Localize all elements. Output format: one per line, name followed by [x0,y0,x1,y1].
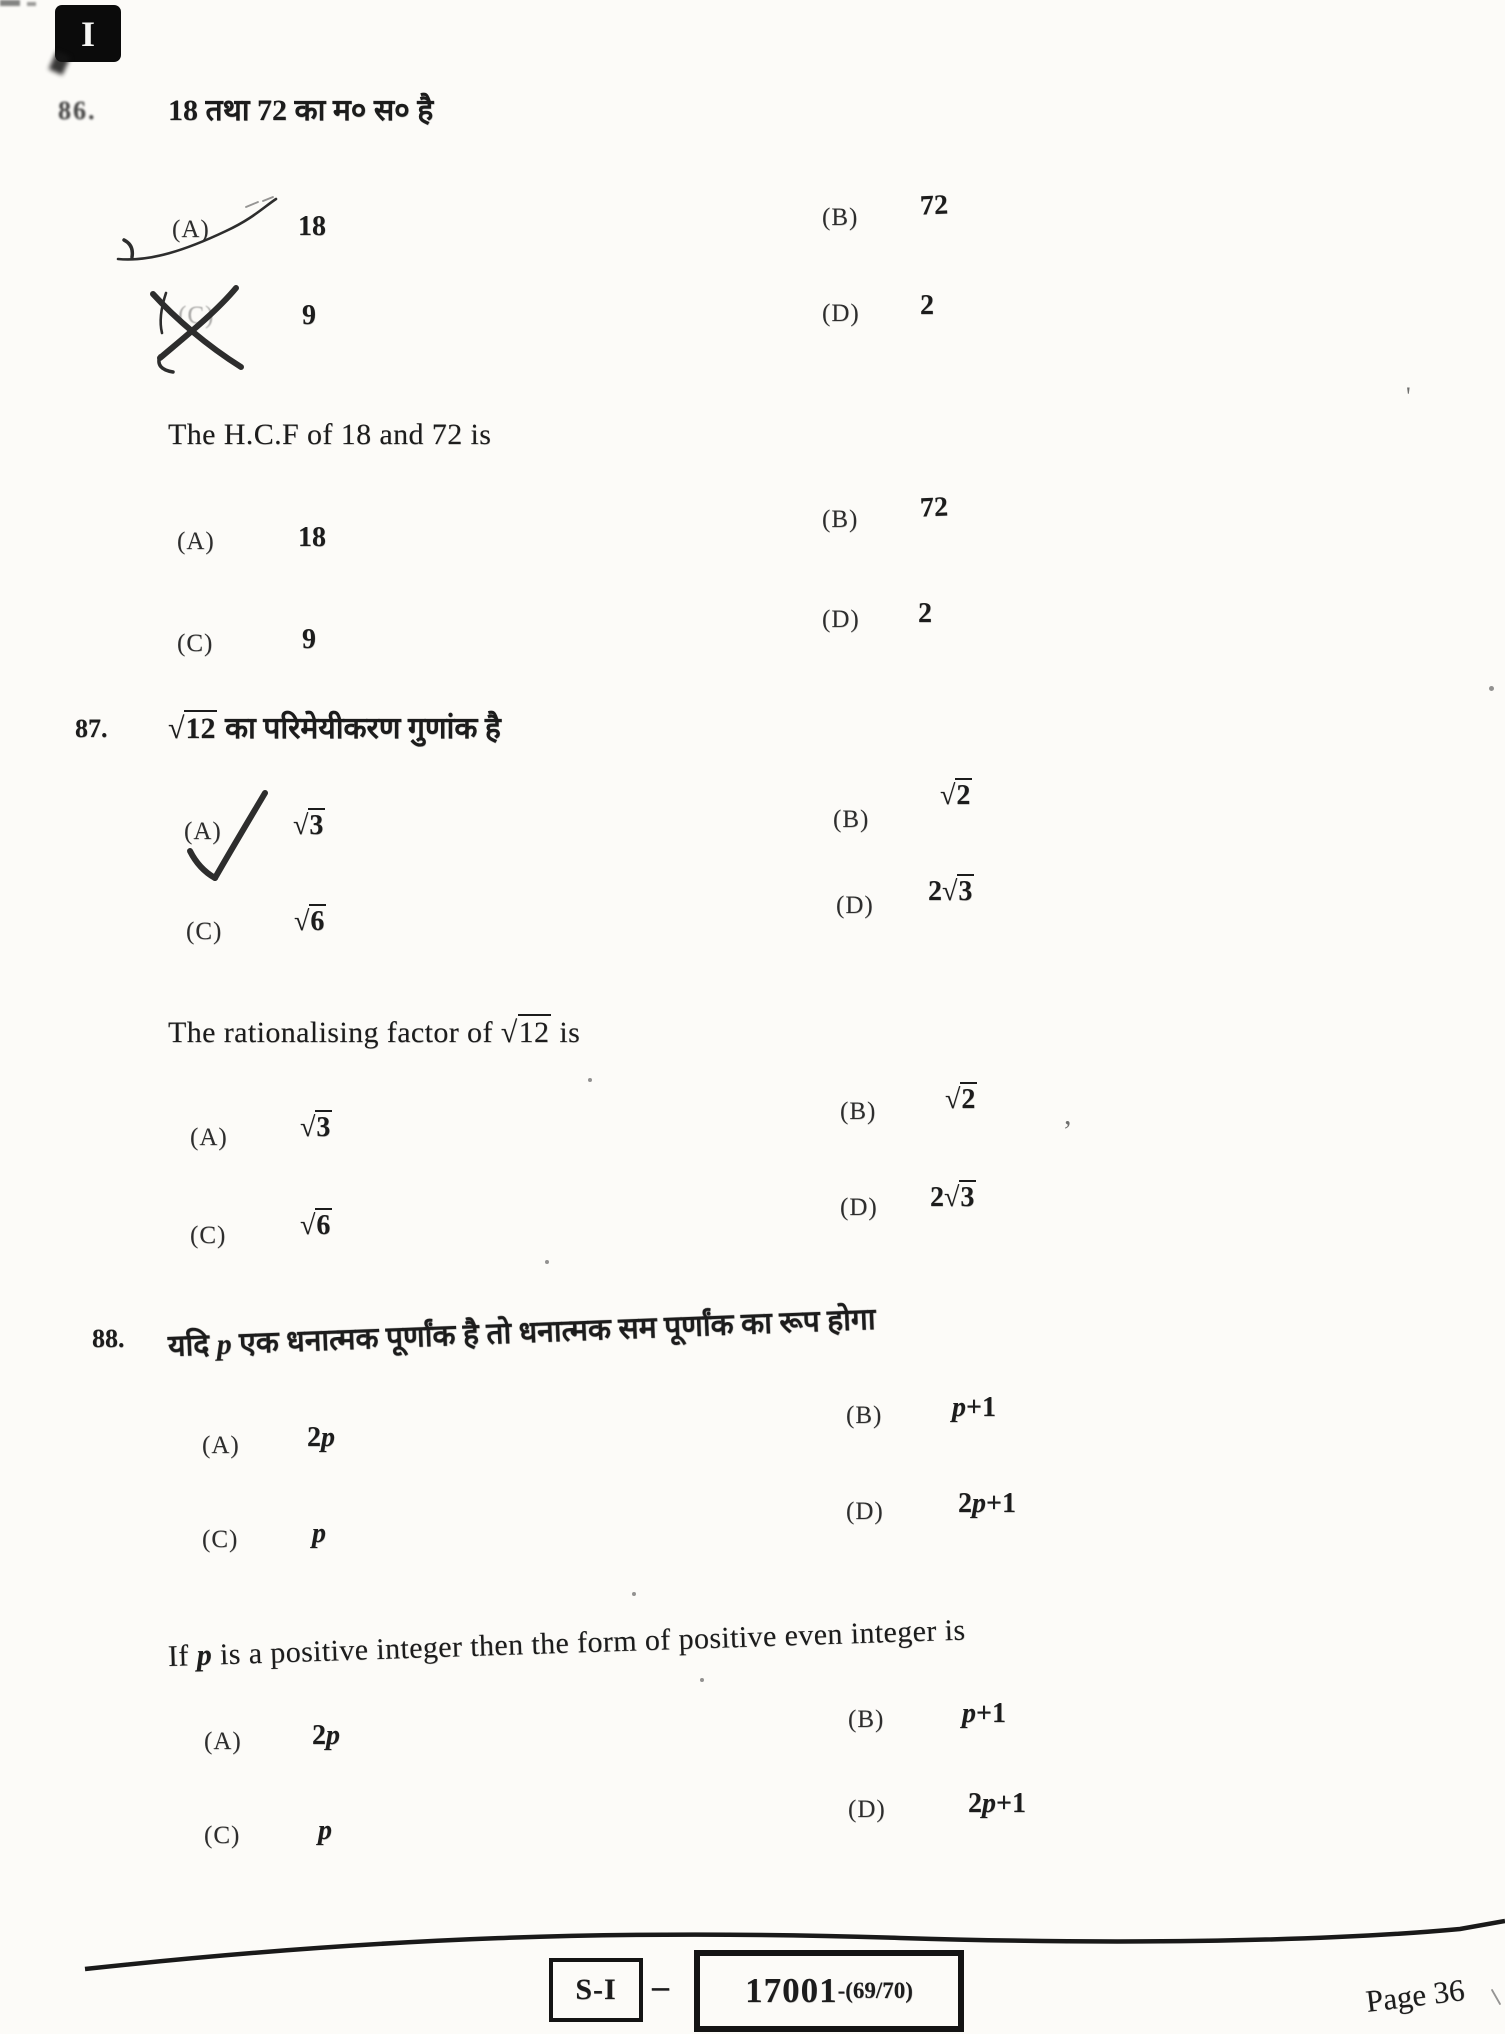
q87-hindi-option-c-label: (C) [186,918,223,945]
scan-speck [588,1078,592,1082]
q88-english-option-a-value: 2p [312,1720,340,1751]
q86-hindi-option-b-label: (B) [822,204,859,231]
q88-english-text: If p is a positive integer then the form of positive even integer is [167,1613,966,1673]
q87-english-option-a-value: √3 [300,1112,331,1143]
footer-dash: – [652,1968,669,2005]
q88-hindi-option-c-value: p [312,1518,326,1549]
q87-hindi-option-d-value: 2√3 [928,876,973,907]
q88-hindi-option-b-label: (B) [846,1402,883,1429]
q87-english-text: The rationalising factor of √12 is [168,1016,581,1049]
q88-hindi-text: यदि p एक धनात्मक पूर्णांक है तो धनात्मक सम पूर्णांक का रूप होगा [167,1302,877,1363]
scan-speck [632,1592,636,1596]
q86-english-option-a-label: (A) [177,528,215,555]
footer-paper-code-box [694,1950,964,2032]
q86-hindi-option-a-label: (A) [172,216,210,243]
q86-english-option-c-value: 9 [302,624,316,655]
q88-english-option-b-value: p+1 [962,1698,1006,1729]
scan-speck: ' [1406,382,1411,411]
q87-hindi-option-d-label: (D) [836,892,874,919]
q86-hindi-option-b-value: 72 [919,189,949,222]
q86-hindi-text: 18 तथा 72 का म० स० है [168,94,434,127]
q86-english-option-d-label: (D) [822,606,860,633]
q87-english-option-d-label: (D) [840,1194,878,1221]
q87-english-option-c-label: (C) [190,1222,227,1249]
section-badge [55,5,121,62]
q86-hindi-option-c-label: (C) [178,302,215,329]
q87-english-option-a-label: (A) [190,1124,228,1151]
footer-set-code-box [549,1958,643,2022]
scan-speck: , [1064,1098,1072,1131]
q86-english-text: The H.C.F of 18 and 72 is [168,418,492,451]
footer-set-code: S-I [575,1973,617,2006]
q86-hindi-option-a-value: 18 [298,211,326,242]
q88-english-option-d-label: (D) [848,1796,886,1823]
q87-english-option-b-label: (B) [840,1098,877,1125]
scan-speck [1492,1990,1500,2004]
q87-hindi-option-c-value: √6 [294,906,325,937]
scan-speck [700,1678,704,1682]
q88-hindi-option-d-value: 2p+1 [958,1488,1016,1519]
footer-page-number: Page 36 [1363,1972,1467,2019]
q86-hindi-option-d-value: 2 [920,290,934,321]
q86-hindi-option-d-label: (D) [822,300,860,327]
q88-hindi-option-d-label: (D) [846,1498,884,1525]
question-number: 86. [58,96,97,125]
scan-speck [545,1260,549,1264]
footer-paper-code-suffix: -(69/70) [837,1978,913,2003]
q86-english-option-d-value: 2 [918,598,932,629]
q87-hindi-option-a-value: √3 [293,810,324,841]
q88-english-option-d-value: 2p+1 [968,1788,1026,1819]
section-badge-label: I [80,13,95,54]
scan-speck [0,0,20,6]
q88-english-option-c-value: p [318,1815,332,1846]
q86-english-option-b-label: (B) [822,506,859,533]
question-number: 88. [92,1324,125,1353]
scan-speck [27,2,36,6]
q86-english-option-c-label: (C) [177,630,214,657]
q87-hindi-option-a-label: (A) [184,818,222,845]
question-number: 87. [75,714,108,743]
q87-hindi-option-b-label: (B) [833,806,870,833]
q88-hindi-option-c-label: (C) [202,1526,239,1553]
q87-hindi-option-b-value: √2 [940,780,971,811]
q87-english-option-b-value: √2 [945,1084,976,1115]
q86-english-option-b-value: 72 [919,491,949,524]
q88-english-option-c-label: (C) [204,1822,241,1849]
q87-hindi-text: √12 का परिमेयीकरण गुणांक है [168,712,501,745]
q86-english-option-a-value: 18 [298,522,326,553]
q88-hindi-option-b-value: p+1 [952,1392,996,1423]
q88-hindi-option-a-label: (A) [202,1432,240,1459]
q86-hindi-option-c-value: 9 [302,300,316,331]
q88-hindi-option-a-value: 2p [307,1422,335,1453]
q88-english-option-b-label: (B) [848,1706,885,1733]
q88-english-option-a-label: (A) [204,1728,242,1755]
q87-english-option-c-value: √6 [300,1210,331,1241]
footer-paper-code: 17001 [745,1971,838,2010]
pen-cross-q86-option-c-icon [153,288,241,372]
q87-english-option-d-value: 2√3 [930,1182,975,1213]
scan-speck [1489,686,1494,691]
